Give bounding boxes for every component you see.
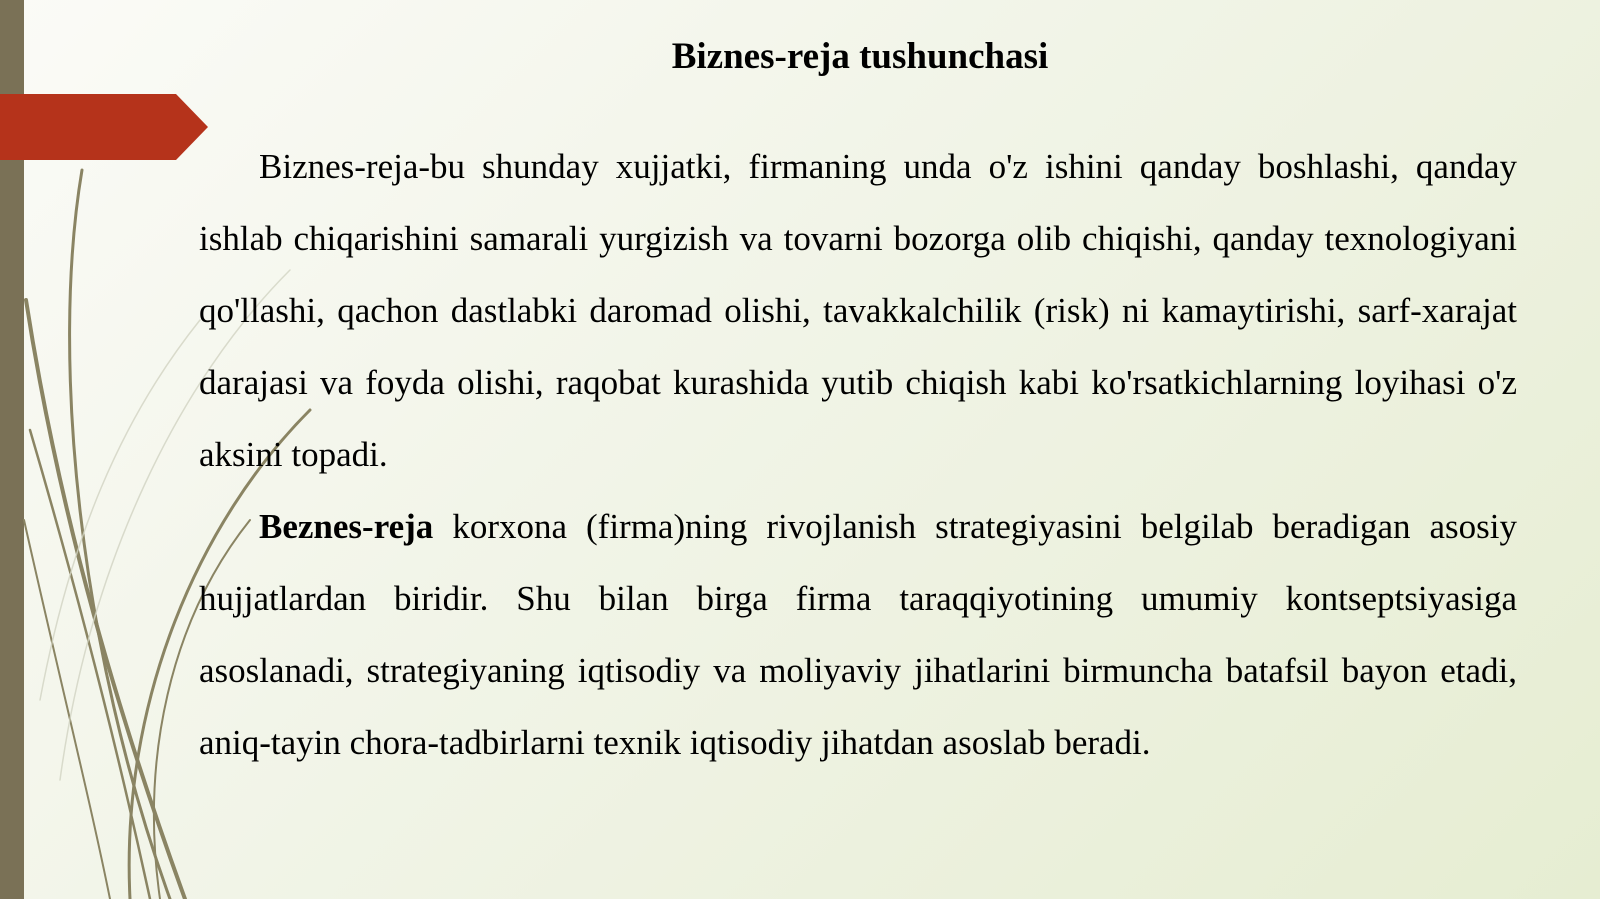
bold-term: Beznes-reja — [259, 507, 434, 546]
paragraph-definition: Biznes-reja-bu shunday xujjatki, firmaning unda o'z ishini qanday boshlashi, qanday ishlab chiqarishini samarali yurgizish va tovarni bozorga olib chiqishi, qanday texnologiyani qo'llashi, qachon dastlabki daromad olishi, tavakkalchilik (risk) ni kamaytirishi, sarf-xarajat darajasi va foyda olishi, raqobat kurashida yutib chiqish kabi ko'rsatkichlarning loyihasi o'z aksini topadi. — [199, 147, 1517, 474]
slide-body — [199, 131, 1517, 779]
paragraph-strategy — [199, 491, 1517, 779]
slide-title: Biznes-reja tushunchasi — [671, 36, 1049, 77]
red-accent-tab — [0, 0, 210, 899]
paragraph-strategy-text: korxona (firma)ning rivojlanish strategiyasini belgilab beradigan asosiy hujjatlardan biridir. Shu bilan birga firma taraqqiyotining umumiy kontseptsiyasiga asoslanadi, strategiyaning iqtisodiy va moliyaviy jihatlarini birmuncha batafsil bayon etadi, aniq-tayin chora-tadbirlarni texnik iqtisodiy jihatdan asoslab beradi. — [199, 507, 1517, 762]
